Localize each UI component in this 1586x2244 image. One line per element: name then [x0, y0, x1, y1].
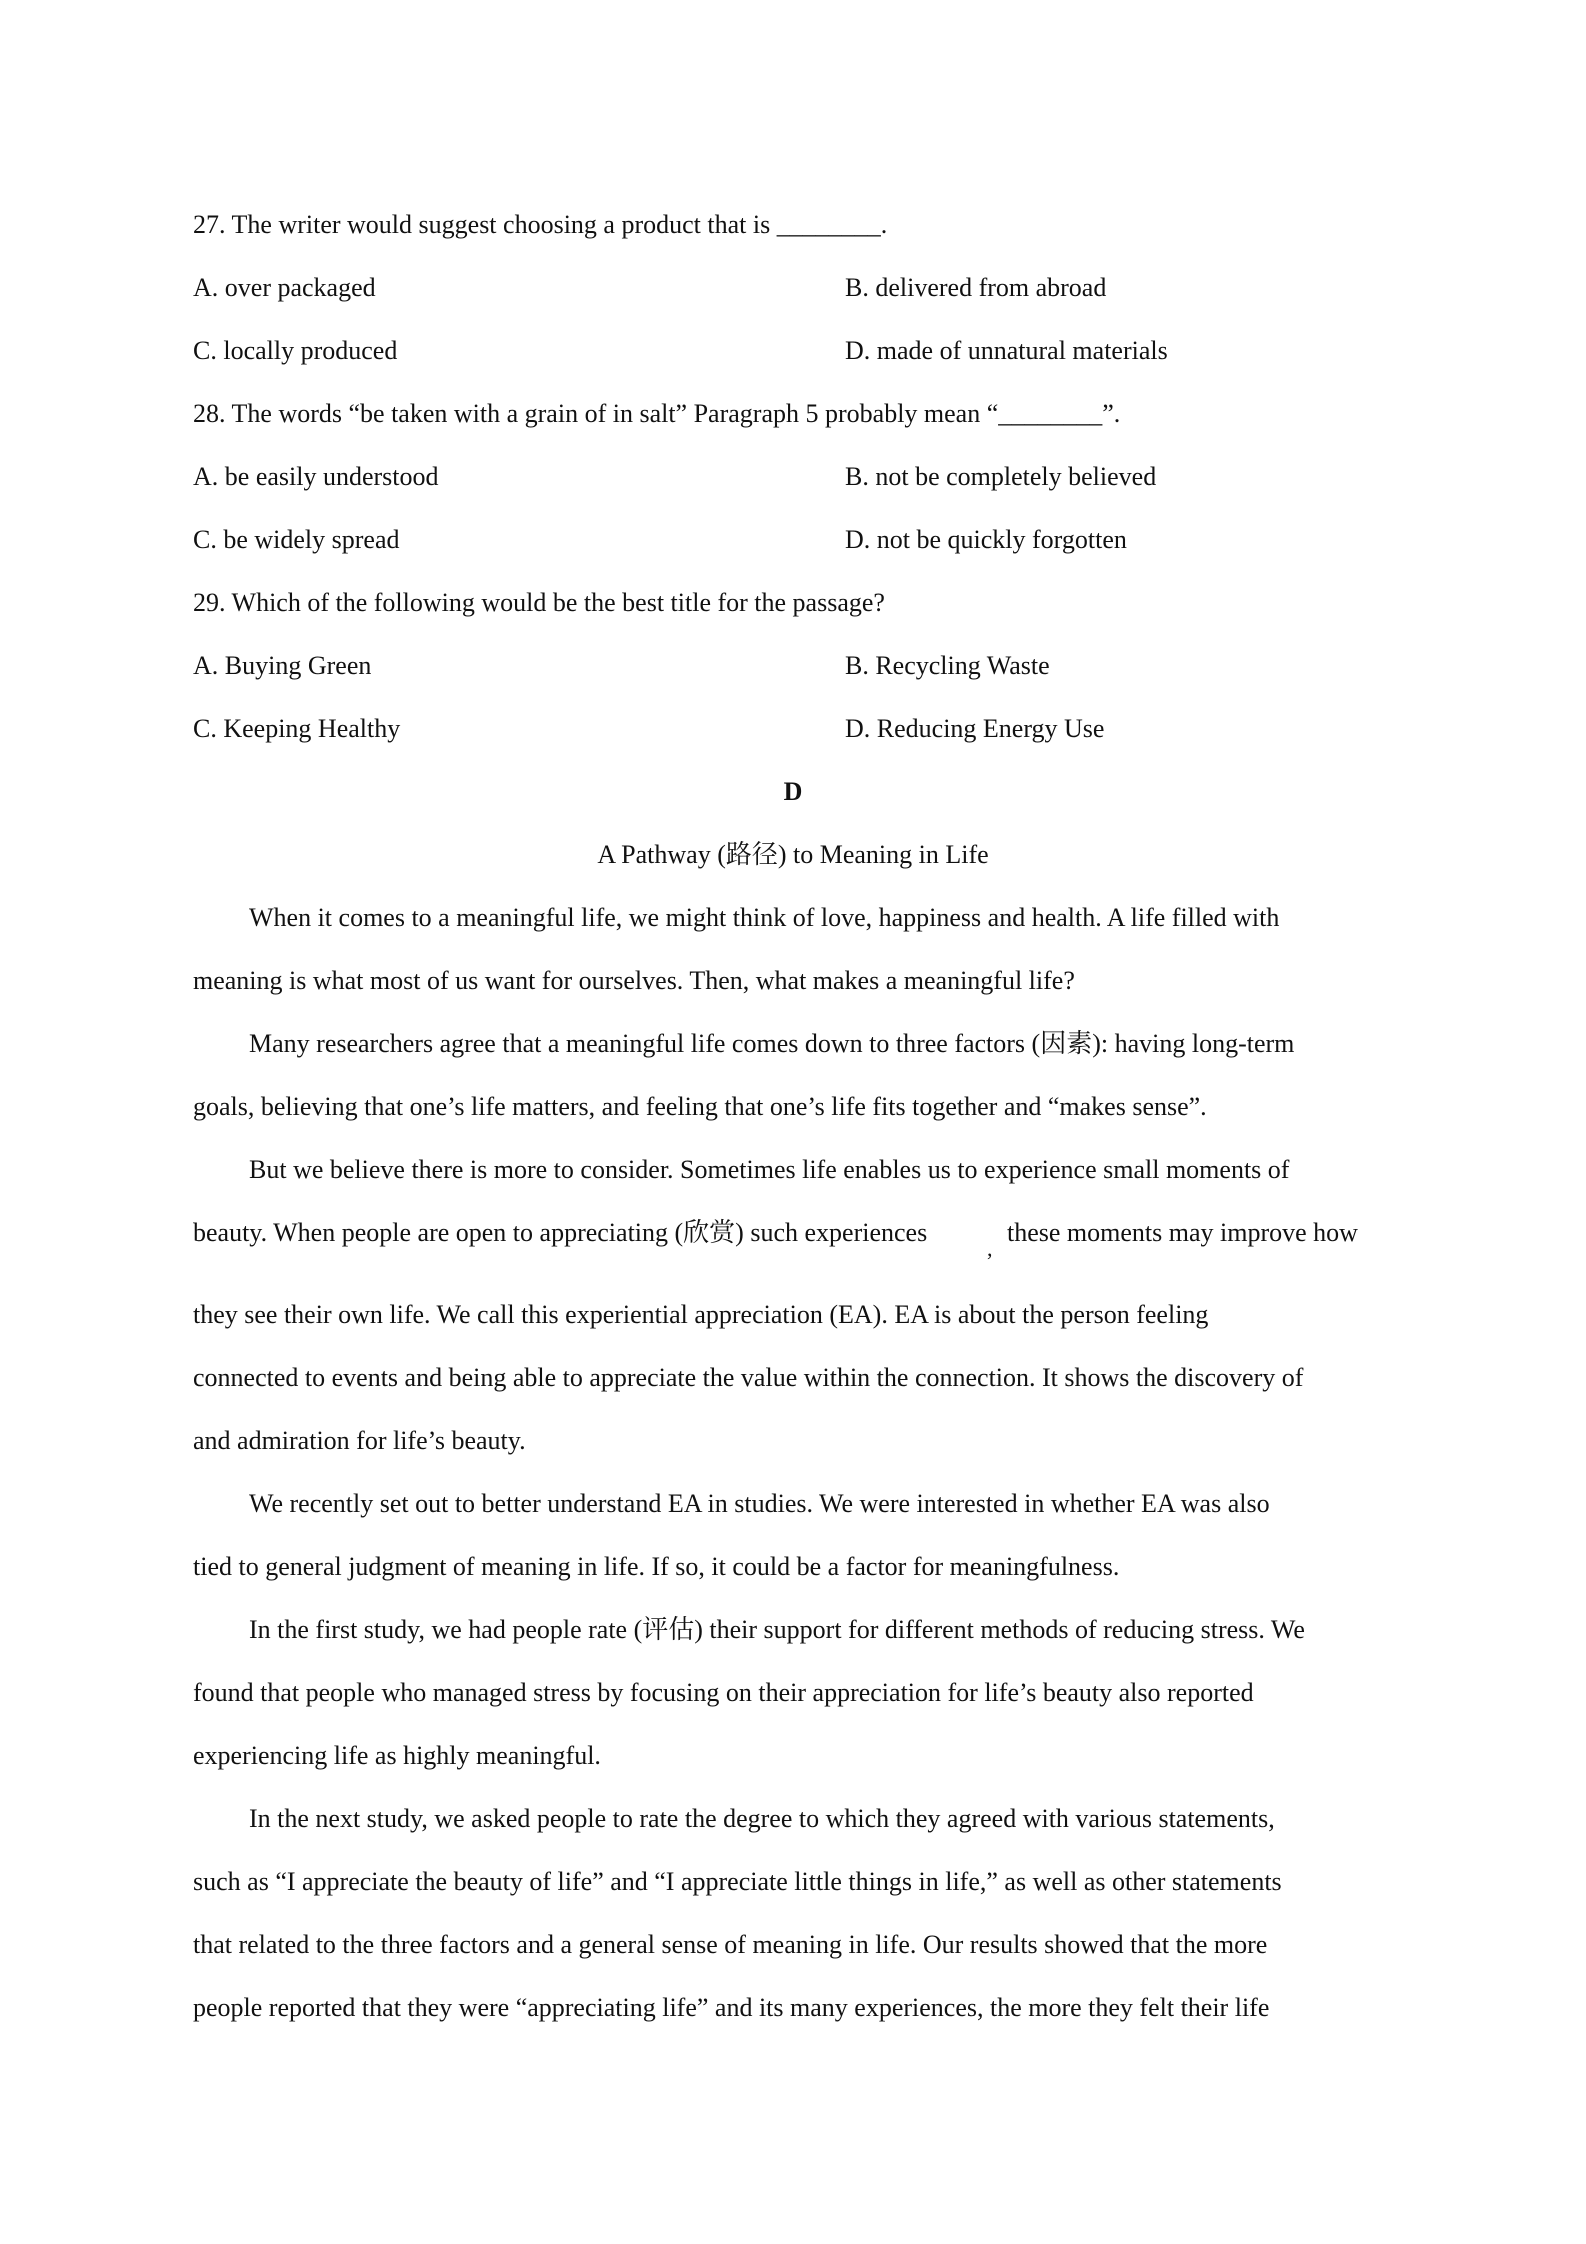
- passage-line: Many researchers agree that a meaningful life comes down to three factors (因素): having long-term: [249, 1029, 1295, 1058]
- passage-line: But we believe there is more to consider. Sometimes life enables us to experience small moments of: [249, 1155, 1290, 1184]
- passage-line: We recently set out to better understand EA in studies. We were interested in whether EA was also: [249, 1489, 1270, 1518]
- passage-title: A Pathway (路径) to Meaning in Life: [597, 840, 989, 869]
- question-28-option-c: C. be widely spread: [193, 525, 400, 554]
- passage-line: these moments may improve how: [1007, 1218, 1358, 1247]
- question-29-stem: 29. Which of the following would be the best title for the passage?: [193, 588, 885, 617]
- question-29-option-c: C. Keeping Healthy: [193, 714, 401, 743]
- question-28-stem: 28. The words “be taken with a grain of in salt” Paragraph 5 probably mean “________”.: [193, 399, 1121, 428]
- question-27-stem: 27. The writer would suggest choosing a product that is ________.: [193, 210, 888, 239]
- passage-line: such as “I appreciate the beauty of life” and “I appreciate little things in life,” as well as other statements: [193, 1867, 1282, 1896]
- passage-line: they see their own life. We call this experiential appreciation (EA). EA is about the person feeling: [193, 1300, 1209, 1329]
- question-29-option-d: D. Reducing Energy Use: [845, 714, 1105, 743]
- passage-line: beauty. When people are open to appreciating (欣赏) such experiences: [193, 1218, 928, 1247]
- question-28-option-b: B. not be completely believed: [845, 462, 1157, 491]
- question-27-option-a: A. over packaged: [193, 273, 376, 302]
- passage-line: goals, believing that one’s life matters, and feeling that one’s life fits together and “makes sense”.: [193, 1092, 1207, 1121]
- passage-line: that related to the three factors and a general sense of meaning in life. Our results showed that the more: [193, 1930, 1268, 1959]
- passage-line: experiencing life as highly meaningful.: [193, 1741, 601, 1770]
- passage-line: and admiration for life’s beauty.: [193, 1426, 526, 1455]
- question-28-option-d: D. not be quickly forgotten: [845, 525, 1127, 554]
- question-29-option-a: A. Buying Green: [193, 651, 372, 680]
- passage-line: people reported that they were “appreciating life” and its many experiences, the more they felt their life: [193, 1993, 1270, 2022]
- passage-line: In the first study, we had people rate (评估) their support for different methods of reducing stress. We: [249, 1615, 1305, 1644]
- passage-line: When it comes to a meaningful life, we might think of love, happiness and health. A life filled with: [249, 903, 1280, 932]
- question-27-option-c: C. locally produced: [193, 336, 398, 365]
- question-28-option-a: A. be easily understood: [193, 462, 439, 491]
- question-29-option-b: B. Recycling Waste: [845, 651, 1050, 680]
- stray-comma: ,: [987, 1236, 993, 1261]
- section-letter: D: [783, 777, 803, 806]
- passage-line: found that people who managed stress by focusing on their appreciation for life’s beauty also reported: [193, 1678, 1254, 1707]
- passage-line: In the next study, we asked people to rate the degree to which they agreed with various statements,: [249, 1804, 1275, 1833]
- passage-line: connected to events and being able to appreciate the value within the connection. It shows the discovery of: [193, 1363, 1304, 1392]
- passage-line: meaning is what most of us want for ourselves. Then, what makes a meaningful life?: [193, 966, 1075, 995]
- question-27-option-b: B. delivered from abroad: [845, 273, 1107, 302]
- question-27-option-d: D. made of unnatural materials: [845, 336, 1168, 365]
- passage-line: tied to general judgment of meaning in life. If so, it could be a factor for meaningfulness.: [193, 1552, 1120, 1581]
